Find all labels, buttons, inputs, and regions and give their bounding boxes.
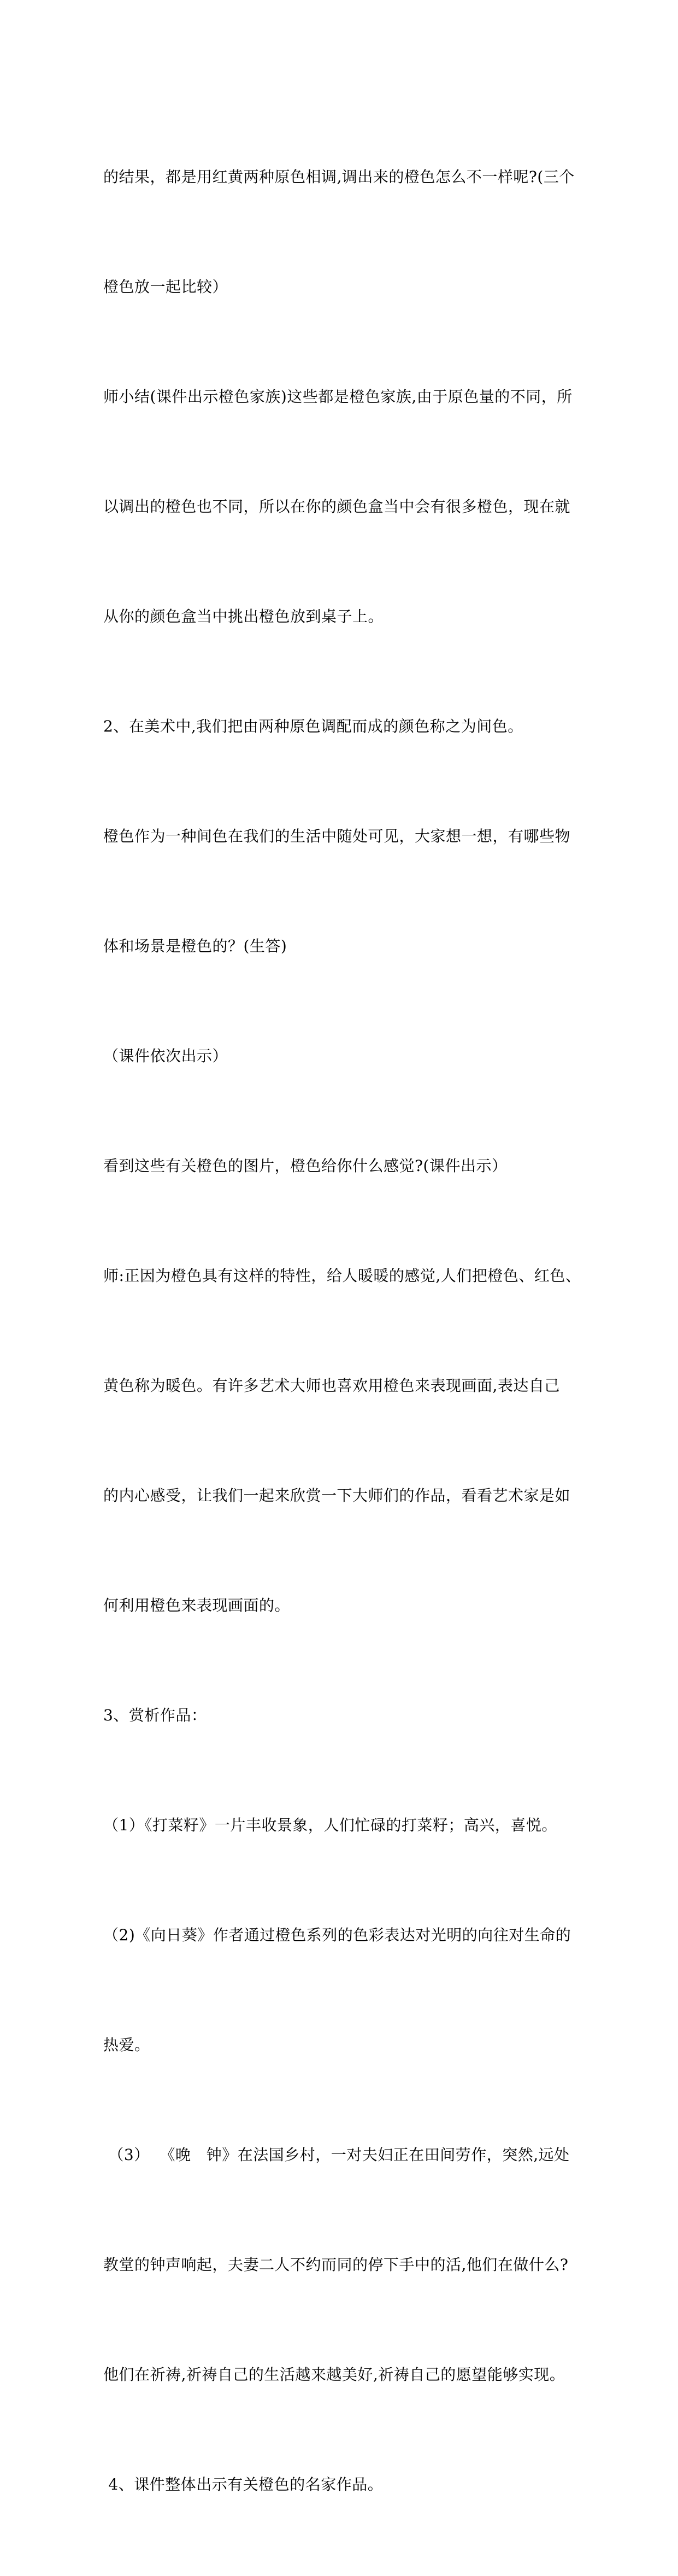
text-line: 橙色作为一种间色在我们的生活中随处可见，大家想一想，有哪些物: [103, 827, 571, 845]
text-line: 体和场景是橙色的？(生答): [103, 937, 287, 955]
text-line: 的内心感受，让我们一起来欣赏一下大师们的作品，看看艺术家是如: [103, 1486, 571, 1504]
text-line: （2)《向日葵》作者通过橙色系列的色彩表达对光明的向往对生命的: [103, 1926, 571, 1944]
text-line: 看到这些有关橙色的图片，橙色给你什么感觉?(课件出示）: [103, 1157, 508, 1175]
text-line: （课件依次出示）: [103, 1047, 228, 1065]
text-line: 何利用橙色来表现画面的。: [103, 1596, 291, 1614]
text-line: 橙色放一起比较）: [103, 278, 228, 296]
text-line: 的结果，都是用红黄两种原色相调,调出来的橙色怎么不一样呢?(三个: [103, 168, 575, 186]
text-line: 师小结(课件出示橙色家族)这些都是橙色家族,由于原色量的不同，所: [103, 388, 573, 406]
text-line: 4、课件整体出示有关橙色的名家作品。: [103, 2475, 384, 2493]
text-line: 以调出的橙色也不同，所以在你的颜色盒当中会有很多橙色，现在就: [103, 497, 571, 516]
text-line: 他们在祈祷,祈祷自己的生活越来越美好,祈祷自己的愿望能够实现。: [103, 2366, 565, 2384]
text-line: 3、赏析作品：: [103, 1706, 207, 1724]
text-line: 热爱。: [103, 2036, 150, 2054]
text-line: 黄色称为暖色。有许多艺术大师也喜欢用橙色来表现画面,表达自己: [103, 1377, 560, 1395]
text-line: 2、在美术中,我们把由两种原色调配而成的颜色称之为间色。: [103, 717, 523, 735]
text-line: （3） 《晚 钟》在法国乡村，一对夫妇正在田间劳作，突然,远处: [103, 2146, 570, 2164]
text-line: （1）《打菜籽》一片丰收景象，人们忙碌的打菜籽；高兴，喜悦。: [103, 1816, 557, 1834]
document-body: [103, 85, 584, 2576]
text-line: 师:正因为橙色具有这样的特性，给人暖暖的感觉,人们把橙色、红色、: [103, 1267, 581, 1285]
text-line: 教堂的钟声响起，夫妻二人不约而同的停下手中的活,他们在做什么?: [103, 2256, 569, 2274]
text-line: 从你的颜色盒当中挑出橙色放到桌子上。: [103, 607, 384, 625]
